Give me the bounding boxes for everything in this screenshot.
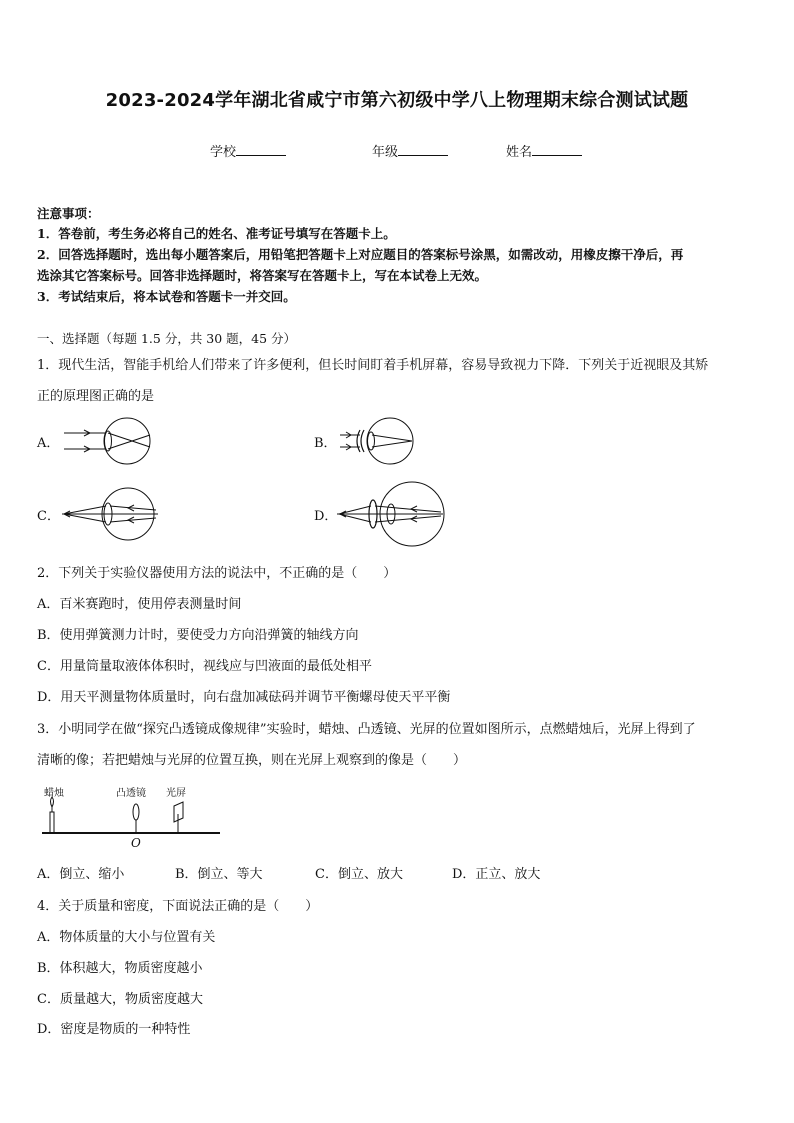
option-d-label: D． (314, 509, 338, 524)
grade-field (372, 141, 448, 160)
question-4-option-c: C．质量越大，物质密度越大 (37, 992, 203, 1007)
question-3-option-c: C．倒立、放大 (315, 867, 403, 882)
option-a-label: A． (37, 436, 60, 451)
eye-diagram-b (338, 416, 428, 466)
grade-blank (398, 143, 448, 156)
notes-item: 3．考试结束后，将本试卷和答题卡一并交回。 (37, 289, 296, 304)
page-title: 2023-2024学年湖北省咸宁市第六初级中学八上物理期末综合测试试题 (105, 90, 689, 111)
question-4-option-b: B．体积越大，物质密度越小 (37, 961, 203, 976)
question-3-option-a: A．倒立、缩小 (37, 867, 125, 882)
eye-diagram-a (62, 416, 162, 466)
name-label: 姓名 (506, 145, 533, 160)
question-4-option-a: A．物体质量的大小与位置有关 (37, 930, 216, 945)
notes-item: 选涂其它答案标号。回答非选择题时，将答案写在答题卡上，写在本试卷上无效。 (37, 268, 488, 283)
eye-diagram-d (335, 478, 450, 544)
notes-item: 1．答卷前，考生务必将自己的姓名、准考证号填写在答题卡上。 (37, 226, 396, 241)
question-3-stem-cont: 清晰的像；若把蜡烛与光屏的位置互换，则在光屏上观察到的像是（ ） (37, 753, 467, 768)
school-label: 学校 (210, 145, 237, 160)
grade-label: 年级 (372, 145, 399, 160)
notes-heading: 注意事项： (37, 206, 100, 221)
option-b-label: B． (314, 436, 337, 451)
school-field (210, 141, 286, 160)
question-3-stem: 3．小明同学在做“探究凸透镜成像规律”实验时，蜡烛、凸透镜、光屏的位置如图所示，点燃蜡烛后，光屏上得到了 (37, 722, 696, 737)
eye-diagram-c (60, 486, 165, 542)
screen-label: 光屏 (166, 788, 186, 799)
question-2-option-d: D．用天平测量物体质量时，向右盘加减砝码并调节平衡螺母使天平平衡 (37, 690, 451, 705)
option-c-label: C． (37, 509, 60, 524)
question-4-option-d: D．密度是物质的一种特性 (37, 1022, 191, 1037)
question-2-option-a: A．百米赛跑时，使用停表测量时间 (37, 597, 242, 612)
name-blank (532, 143, 582, 156)
question-3-option-d: D．正立、放大 (452, 867, 541, 882)
origin-label: O (131, 836, 141, 850)
question-3-option-b: B．倒立、等大 (175, 867, 263, 882)
question-1-stem-cont: 正的原理图正确的是 (37, 389, 155, 404)
lens-label: 凸透镜 (116, 788, 146, 799)
school-blank (236, 143, 286, 156)
question-1-stem: 1．现代生活，智能手机给人们带来了许多便利，但长时间盯着手机屏幕，容易导致视力下降．下列关于近视眼及其矫 (37, 358, 709, 373)
question-4-stem: 4．关于质量和密度，下面说法正确的是（ ） (37, 899, 319, 914)
candle-label: 蜡烛 (44, 788, 64, 799)
question-2-option-b: B．使用弹簧测力计时，要使受力方向沿弹簧的轴线方向 (37, 628, 359, 643)
question-2-stem: 2．下列关于实验仪器使用方法的说法中，不正确的是（ ） (37, 566, 397, 581)
question-2-option-c: C．用量筒量取液体体积时，视线应与凹液面的最低处相平 (37, 659, 372, 674)
notes-item: 2．回答选择题时，选出每小题答案后，用铅笔把答题卡上对应题目的答案标号涂黑，如需改动，用橡皮擦干净后，再 (37, 247, 684, 262)
optical-bench-diagram (40, 796, 225, 838)
section-heading: 一、选择题（每题 1.5 分，共 30 题，45 分） (37, 331, 297, 346)
name-field (506, 141, 582, 160)
